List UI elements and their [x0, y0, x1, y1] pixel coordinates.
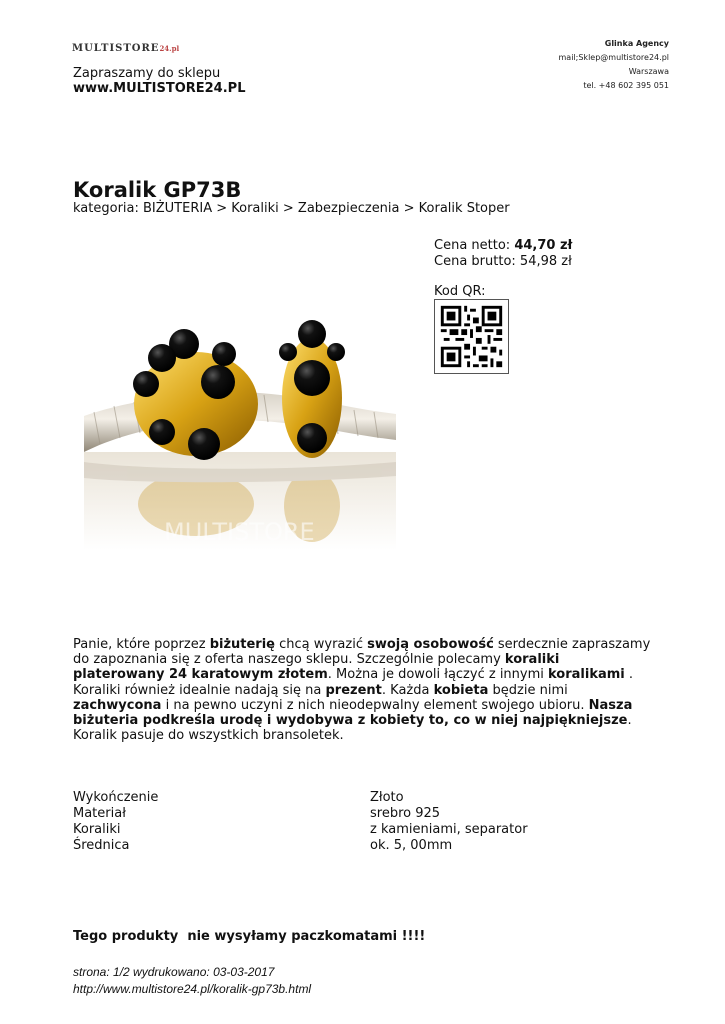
description-run: . Każda	[381, 682, 434, 698]
spec-value: z kamieniami, separator	[370, 822, 528, 837]
spec-row	[73, 790, 528, 806]
spec-key: Koraliki	[73, 822, 121, 837]
spec-row	[73, 806, 528, 822]
net-price-row	[434, 238, 572, 254]
page-footer	[73, 964, 311, 998]
gross-price-value: 54,98 zł	[519, 254, 572, 269]
description-bold-run: Nasza biżuteria podkreśla urodę i wydobywa z kobiety to, co w niej najpiękniejsze	[73, 697, 633, 729]
description-bold-run: swoją osobowość	[367, 637, 494, 652]
spec-row	[73, 838, 528, 854]
page-info: strona: 1/2 wydrukowano: 03-03-2017	[73, 965, 275, 979]
store-logo[interactable]	[72, 43, 179, 54]
spec-value: ok. 5, 00mm	[370, 838, 453, 853]
product-image[interactable]	[84, 312, 396, 550]
description-run: . Koralik pasuje do wszystkich bransoletek.	[73, 713, 632, 744]
price-block	[434, 238, 572, 270]
agency-name: Glinka Agency	[604, 39, 669, 48]
net-price-label: Cena netto:	[434, 238, 515, 253]
net-price-value: 44,70 zł	[514, 238, 573, 253]
agency-email[interactable]: mail;Sklep@multistore24.pl	[558, 53, 669, 62]
product-title: Koralik GP73B	[73, 178, 242, 202]
description-run: Panie, które poprzez	[73, 637, 210, 652]
logo-main-text: MULTISTORE	[72, 43, 160, 54]
spec-key: Średnica	[73, 838, 130, 853]
description-bold-run: kobieta	[433, 682, 489, 698]
qr-code-graphic	[435, 300, 508, 373]
gross-price-label: Cena brutto:	[434, 254, 520, 269]
description-run: chcą wyrazić	[275, 637, 368, 652]
welcome-line: Zapraszamy do sklepu	[73, 66, 221, 81]
product-page-url[interactable]: http://www.multistore24.pl/koralik-gp73b.html	[73, 982, 312, 996]
store-url-link[interactable]: www.MULTISTORE24.PL	[73, 81, 246, 96]
qr-code-label: Kod QR:	[434, 284, 486, 299]
description-run: będzie nimi	[488, 682, 568, 698]
description-bold-run: zachwycona	[73, 697, 162, 713]
specs-table	[73, 790, 528, 854]
agency-phone: tel. +48 602 395 051	[583, 81, 669, 90]
description-run: . Można je dowoli łączyć z innymi	[327, 667, 549, 683]
welcome-block	[73, 66, 245, 96]
spec-key: Wykończenie	[73, 790, 159, 805]
gross-price-row	[434, 254, 572, 270]
logo-suffix-text: 24.pl	[159, 44, 180, 53]
description-bold-run: prezent	[325, 682, 382, 698]
description-bold-run: koralikami	[548, 667, 625, 683]
spec-row	[73, 822, 528, 838]
image-watermark: MULTISTORE	[164, 518, 315, 546]
spec-value: Złoto	[370, 790, 404, 805]
description-run: . Koraliki również idealnie nadają się na	[73, 667, 634, 698]
qr-code-icon	[434, 299, 509, 374]
spec-key: Materiał	[73, 806, 126, 821]
description-bold-run: biżuterię	[209, 637, 275, 652]
agency-contact	[559, 37, 669, 93]
product-photo-graphic	[84, 312, 396, 550]
shipping-notice: Tego produkty nie wysyłamy paczkomatami !!!!	[73, 929, 426, 944]
description-run: serdecznie zapraszamy do zapoznania się z oferta naszego sklepu. Szczególnie polecamy	[73, 637, 651, 668]
product-category-breadcrumb: kategoria: BIŻUTERIA > Koraliki > Zabezpieczenia > Koralik Stoper	[73, 201, 510, 216]
agency-city: Warszawa	[628, 67, 669, 76]
product-description	[73, 637, 651, 743]
spec-value: srebro 925	[370, 806, 441, 821]
description-bold-run: koraliki platerowany 24 karatowym złotem	[73, 652, 560, 683]
description-run: i na pewno uczyni z nich nieodерwalny element swojego ubioru.	[161, 697, 589, 713]
